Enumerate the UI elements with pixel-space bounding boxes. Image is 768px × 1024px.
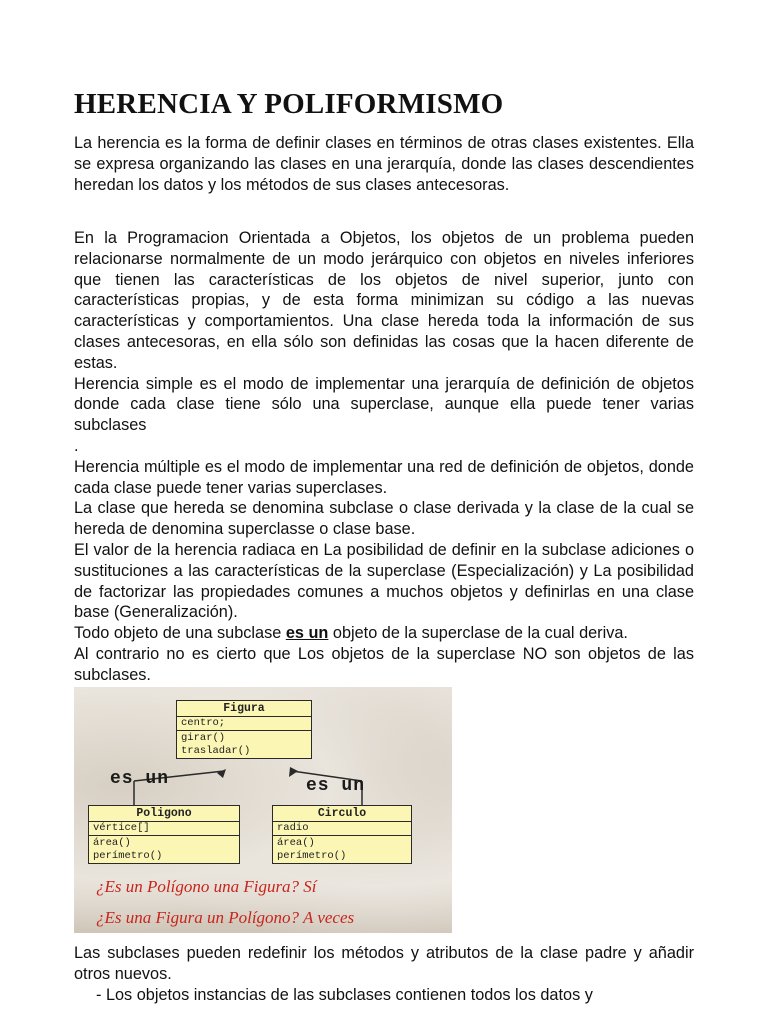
method-area-poligono: área(): [93, 837, 131, 849]
intro-paragraph: [74, 133, 694, 195]
arrowhead-left: [217, 769, 226, 778]
paragraph-valor-herencia: El valor de la herencia radiaca en La posibilidad de definir en la subclase adiciones o sustituciones a las características de la superclase (Especialización) y La posibilidad de factorizar las propiedades comunes a muchos objetos y definirlas en una clase base (Generalización).: [74, 540, 694, 622]
methods-poligono: [89, 835, 239, 863]
paragraph-subclase: La clase que hereda se denomina subclase o clase derivada y la clase de la cual se hereda de denomina superclasse o clase base.: [74, 499, 694, 539]
relation-label-left: es un: [110, 769, 170, 789]
es-un-prefix: Todo objeto de una subclase: [74, 624, 286, 643]
es-un-emphasis: es un: [285, 624, 329, 643]
class-name-circulo: Circulo: [317, 807, 367, 820]
class-name-figura: Figura: [223, 702, 265, 715]
class-box-circulo: [272, 805, 412, 864]
class-box-figura: [176, 700, 312, 759]
paragraph-herencia-multiple: Herencia múltiple es el modo de implementar una red de definición de objetos, donde cada clase puede tener varias superclases.: [74, 457, 694, 497]
method-trasladar: trasladar(): [181, 745, 251, 757]
paragraph-instancias: - Los objetos instancias de las subclases contienen todos los datos y: [96, 985, 593, 1004]
question-1: ¿Es un Polígono una Figura? Sí: [96, 877, 317, 896]
paragraph-dot: .: [74, 436, 79, 455]
paragraph-herencia-simple: Herencia simple es el modo de implementar una jerarquía de definición de objetos donde cada clase tiene sólo una superclase, aunque ella puede tener varias subclases: [74, 374, 694, 435]
paragraph-contrario: Al contrario no es cierto que Los objetos de la superclase NO son objetos de las subclases.: [74, 644, 694, 684]
methods-circulo: [273, 835, 411, 863]
method-girar: girar(): [181, 732, 226, 744]
question-2: ¿Es una Figura un Polígono? A veces: [96, 908, 355, 927]
relation-label-right: es un: [306, 776, 366, 796]
method-area-circulo: área(): [277, 837, 315, 849]
closing-text-block: [74, 943, 694, 1005]
paragraph-poo: En la Programacion Orientada a Objetos, los objetos de un problema pueden relacionarse normalmente de un modo jerárquico con objetos en niveles inferiores que tienen las características de los objetos de nivel superior, junto con características propias, y de esta forma minimizan su código a las nuevas características y comportamientos. Una clase hereda toda la información de sus clases antecesoras, en ella sólo son definidas las cosas que la hacen diferente de estas.: [74, 229, 694, 372]
page-title: HERENCIA Y POLIFORMISMO: [74, 88, 504, 120]
uml-inheritance-diagram: [74, 687, 452, 933]
paragraph-redefinir: Las subclases pueden redefinir los métodos y atributos de la clase padre y añadir otros nuevos.: [74, 944, 694, 983]
es-un-suffix: objeto de la superclase de la cual deriva.: [328, 624, 628, 643]
main-text-block: [74, 228, 694, 686]
attribute-radio: radio: [273, 821, 411, 835]
attribute-vertice: vértice[]: [89, 821, 239, 835]
paragraph-es-un: [74, 623, 694, 644]
class-box-poligono: [88, 805, 240, 864]
method-perimetro-circulo: perímetro(): [277, 850, 347, 862]
class-name-poligono: Poligono: [136, 807, 192, 820]
method-perimetro-poligono: perímetro(): [93, 850, 163, 862]
methods-figura: [177, 730, 311, 758]
attribute-centro: centro;: [177, 716, 311, 730]
paragraph-herencia-definicion: La herencia es la forma de definir clases en términos de otras clases existentes. Ella se expresa organizando las clases en una jerarquía, donde las clases descendientes heredan los datos y los métodos de sus clases antecesoras.: [74, 134, 694, 194]
